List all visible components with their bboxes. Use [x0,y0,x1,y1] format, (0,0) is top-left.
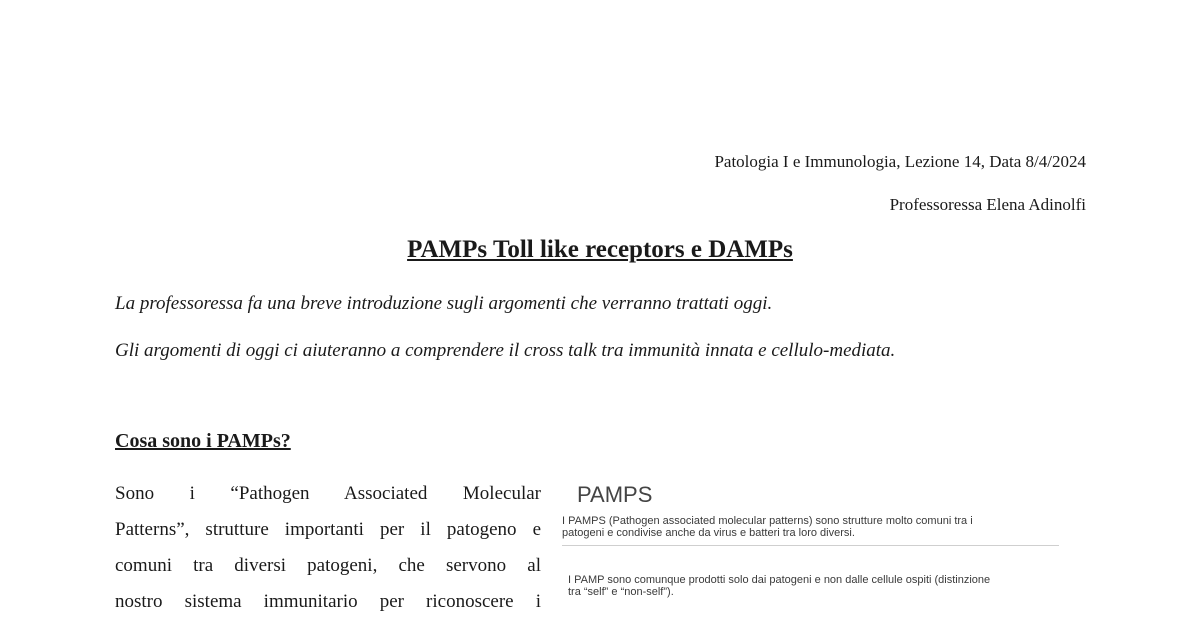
slide-line: I PAMPS (Pathogen associated molecular patterns) sono strutture molto comuni tra i [562,515,973,527]
course-info-line: Patologia I e Immunologia, Lezione 14, Data 8/4/2024 [714,152,1086,171]
body-line: comuni tra diversi patogeni, che servono al [115,555,541,576]
body-line: Sono i “Pathogen Associated Molecular [115,483,541,504]
body-line: Patterns”, strutture importanti per il patogeno e [115,519,541,540]
section-heading: Cosa sono i PAMPs? [115,430,291,452]
slide-paragraph-2 [568,574,1093,598]
intro-paragraph-2: Gli argomenti di oggi ci aiuteranno a comprendere il cross talk tra immunità innata e cellulo-mediata. [115,340,896,361]
slide-line: I PAMP sono comunque prodotti solo dai patogeni e non dalle cellule ospiti (distinzione [568,574,991,586]
section-body [115,476,541,620]
professor-line: Professoressa Elena Adinolfi [889,195,1086,214]
slide-image [560,478,1090,628]
slide-line: tra “self” e “non-self”). [568,586,674,598]
slide-divider [562,545,1059,546]
slide-title: PAMPS [577,482,653,507]
intro-paragraph-1: La professoressa fa una breve introduzione sugli argomenti che verranno trattati oggi. [115,293,773,314]
body-line: nostro sistema immunitario per riconoscere i [115,591,541,612]
slide-line: patogeni e condivise anche da virus e batteri tra loro diversi. [562,527,855,539]
document-title: PAMPs Toll like receptors e DAMPs [407,236,793,263]
slide-paragraph-1 [562,515,1087,539]
